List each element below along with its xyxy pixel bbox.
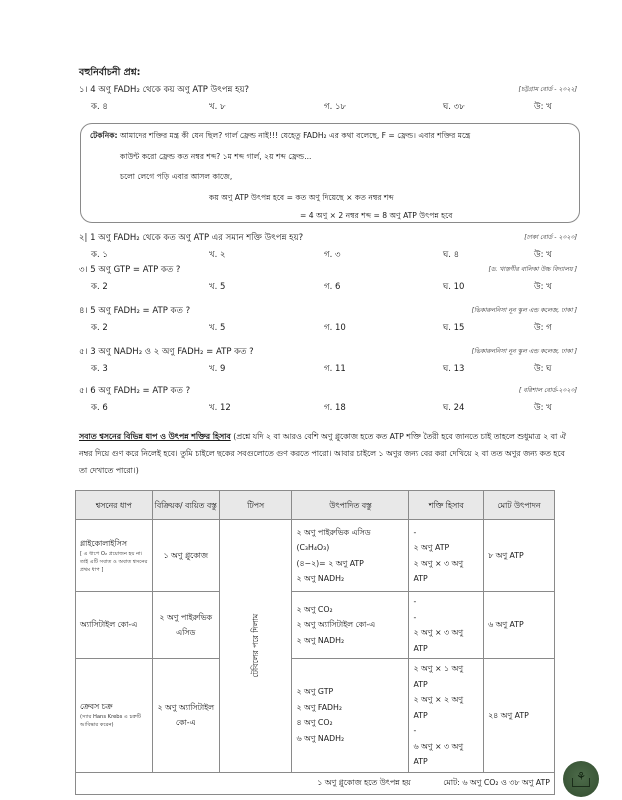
product-item: ৪ অণু CO₂ [296,718,333,728]
option-a: ক. 3 [91,364,108,374]
option-a: ক. 2 [91,282,108,292]
question-text: ৩। 5 অণু GTP = ATP কত ? [79,265,181,275]
option-b: খ. 5 [209,323,226,333]
footer-cell [76,772,555,794]
option-d: ঘ. 10 [443,282,465,292]
header-total: মোট উৎপাদন [484,491,555,520]
technique-line-3: চলো লেগে পড়ি এবার আসল কাজে, [120,172,233,181]
calc-item: - [413,612,417,622]
answer: উ: খ [534,403,552,413]
calc-item: ২ অণু × ৩ অণু ATP [413,558,464,583]
question-1 [79,83,587,114]
option-d: ঘ. 24 [443,403,465,413]
question-text: ৫। 3 অণু NADH₂ ও ২ অণু FADH₂ = ATP কত ? [79,347,254,357]
answer: উ: খ [534,102,552,112]
option-c: গ. ৩ [324,250,341,260]
question-6 [79,384,587,415]
plant-glyph-icon: ⚘ [576,769,586,783]
stage-cell [76,659,153,773]
option-b: খ. 9 [209,364,226,374]
product-item: ২ অণু CO₂ [296,604,333,614]
technique-formula: কয় অণু ATP উৎপন্ন হবে = কত অণু দিয়েছে × কত নম্বর শব্দ [209,193,394,202]
question-source: [চট্টগ্রাম বোর্ড - ২০২২] [518,86,577,93]
reactant-cell: ২ অণু পাইরুভিক এসিড [152,592,219,659]
section-heading: বহুনির্বাচনী প্রশ্ন: [79,67,141,78]
product-item: ২ অণু পাইরুভিক এসিড (C₃H₄O₃) [296,527,371,552]
option-b: খ. 5 [209,282,226,292]
option-c: গ. ১৮ [324,102,347,112]
option-a: ক. 2 [91,323,108,333]
product-item: ৬ অণু NADH₂ [296,733,345,743]
question-source: [ভিকারুননিসা নূন স্কুল এন্ড কলেজ, ঢাকা ] [471,307,577,314]
table-footer-row [76,772,555,794]
answer: উ: ঘ [534,364,552,374]
answer: উ: গ [534,323,552,333]
product-item: ২ অণু NADH₂ [296,574,345,583]
question-source: [ড. খাস্তগীর বালিকা উচ্চ বিদ্যালয় ] [488,266,577,273]
calc-item: - [413,726,417,735]
calc-item: ২ অণু × ১ অণু ATP [413,664,463,689]
question-text: ৪। 5 অণু FADH₂ = ATP কত ? [79,306,191,316]
total-cell: ২৪ অণু ATP [484,659,555,773]
calc-cell [409,520,484,592]
question-text: ৫। 6 অণু FADH₂ = ATP কত ? [79,386,191,396]
question-4 [79,304,587,335]
calc-item: - [413,597,417,606]
reactant-cell: ১ অণু গ্লুকোজ [152,520,219,592]
technique-box [80,123,580,223]
product-item: ২ অণু GTP [296,687,334,697]
question-source: [ভিকারুননিসা নূন স্কুল এন্ড কলেজ, ঢাকা ] [471,348,577,355]
header-reactant: বিক্রিয়ক/ ব্যয়িত বস্তু [152,491,219,520]
stage-note: (স্যার Hans Krebs এ চক্রটি আবিষ্কার করেন) [80,714,141,729]
option-b: খ. ২ [209,250,226,260]
option-c: গ. 6 [324,282,341,292]
stage-name: গ্লাইকোলাইসিস [80,538,127,548]
header-products: উৎপাদিত বস্তু [292,491,409,520]
option-c: গ. 11 [324,364,346,374]
footer-total: মোট: ৬ অণু CO₂ ও ৩৮ অণু ATP [443,778,550,788]
calc-item: - [413,527,417,537]
calc-item: ৬ অণু × ৩ অণু ATP [413,741,464,766]
stage-cell [76,592,153,659]
header-tips: টিপস [219,491,292,520]
total-cell: ৬ অণু ATP [484,592,555,659]
question-2 [79,231,587,262]
option-a: ক. ১ [91,250,108,260]
table-row-krebs [76,659,555,773]
answer: উ: খ [534,250,552,260]
calc-item: ২ অণু × ৩ অণু ATP [413,628,464,653]
technique-result: = 4 অণু × 2 নম্বর শব্দ = 8 অণু ATP উৎপন্ন হবে [300,211,453,220]
option-a: ক. ৪ [91,102,108,112]
table-row-glycolysis [76,520,555,592]
book-plant-icon [563,761,599,797]
product-item: ২ অণু NADH₂ [296,635,345,645]
stage-name: ক্রেবস চক্র [80,702,113,712]
question-source: [ বরিশাল বোর্ড-২০২০] [518,387,577,394]
products-cell [292,520,409,592]
header-energy-calc: শক্তি হিসাব [409,491,484,520]
product-item: ২ অণু FADH₂ [296,702,343,712]
option-c: গ. 10 [324,323,346,333]
option-d: ঘ. 13 [443,364,465,374]
table-row-acetyl-coa [76,592,555,659]
tips-text: টেবিলের পরে দিলাম [250,613,260,678]
book-icon [572,778,590,787]
calc-cell [409,592,484,659]
option-a: ক. 6 [91,403,108,413]
table-header-row [76,491,555,520]
reactant-cell: ২ অণু অ্যাসিটাইল কো-এ [152,659,219,773]
question-text: ১। 4 অণু FADH₂ থেকে কয় অণু ATP উৎপন্ন হয়? [79,85,250,95]
option-b: খ. 12 [209,403,231,413]
tips-cell [219,520,292,773]
respiration-table [75,490,555,795]
stage-note: [ এ ধাপে O₂ প্রয়োজন হয় না। তাই এটি সবাত ও অবাত শ্বসনের প্রথম ধাপ ] [80,550,148,573]
products-cell [292,659,409,773]
question-5 [79,345,587,376]
question-text: ২| 1 অণু FADH₂ থেকে কত অণু ATP এর সমান শক্তি উৎপন্ন হয়? [79,233,304,243]
footer-left: ১ অণু গ্লুকোজ হতে উৎপন্ন হয় [317,778,411,788]
product-item: (৪−২)= ২ অণু ATP [296,558,364,568]
technique-line-2: কাউন্ট করো ফ্রেন্ড কত নম্বর শব্দ? ১ম শব্দ গার্ল, ২য় শব্দ ফ্রেন্ড... [120,152,312,161]
option-b: খ. ৮ [209,102,226,112]
total-cell: ৮ অণু ATP [484,520,555,592]
question-source: [ঢাকা বোর্ড - ২০২০] [524,234,577,241]
question-3 [79,263,587,294]
option-d: ঘ. ৩৮ [443,102,465,112]
product-item: ২ অণু অ্যাসিটাইল কো-এ [296,620,376,630]
calc-cell [409,659,484,773]
stage-cell [76,520,153,592]
summary-title: সবাত শ্বসনের বিভিন্ন ধাপ ও উৎপন্ন শক্তির হিসাব [79,432,231,441]
calc-item: ২ অণু × ২ অণু ATP [413,695,464,720]
products-cell [292,592,409,659]
answer: উ: খ [534,282,552,292]
calc-item: ২ অণু ATP [413,543,450,552]
summary-paragraph [79,428,574,479]
option-c: গ. 18 [324,403,346,413]
option-d: ঘ. ৪ [443,250,460,260]
option-d: ঘ. 15 [443,323,465,333]
stage-name: অ্যাসিটাইল কো-এ [80,620,138,629]
summary-body: (প্রশ্নে যদি ২ বা আরও বেশি অণু গ্লুকোজ হতে কত ATP শক্তি তৈরী হবে জানতে চাই তাহলে শুধুমাত্র ২ বা ঐ নম্বর দিয়ে গুণ করে নিলেই হবে। তুমি চাইলে ছকের সবগুলোতে গুণ করতে পারো। আবার চাইলে ১ অণুর জন্য বের করা দেখিয়ে ২ বা তত অণুর জন্য কত হবে তা দেখাতে পারো।) [79,432,567,475]
technique-line-1: টেকনিক: আমাদের শক্তির মন্ত্র কী যেন ছিল? গার্ল ফ্রেন্ড নাই!!! যেহেতু FADH₂ এর কথা বলেছে, F = ফ্রেন্ড। এবার শক্তির মন্ত্রে [90,131,471,140]
header-stage: শ্বসনের ধাপ [76,491,153,520]
